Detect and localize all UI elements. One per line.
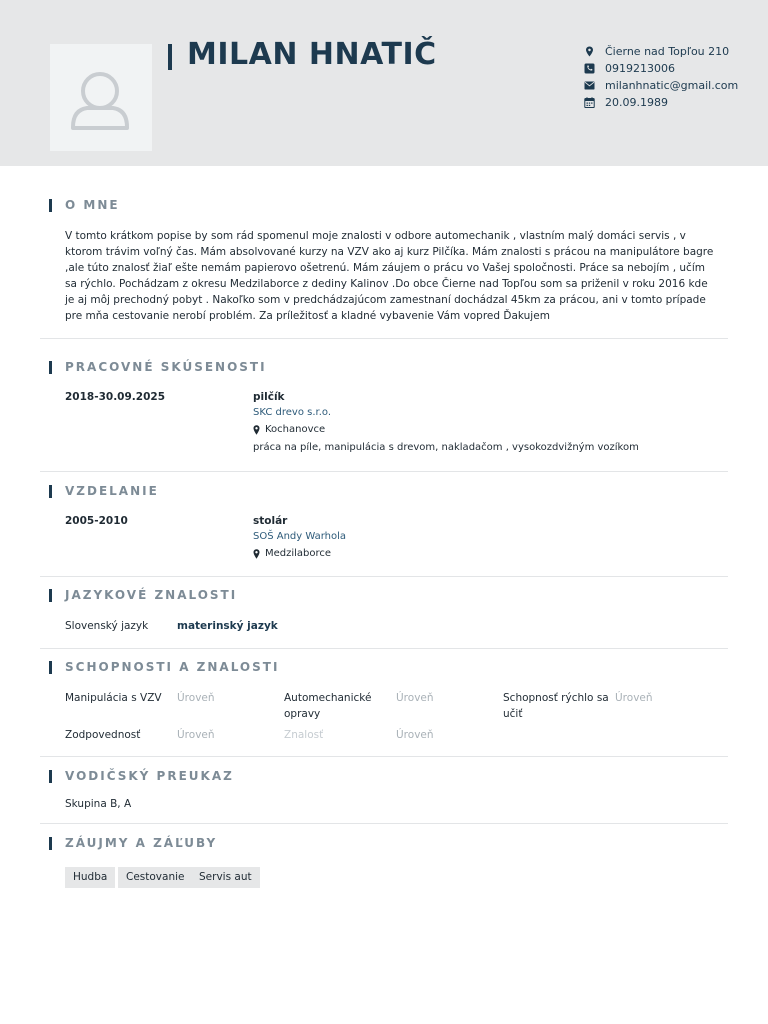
- map-pin-icon: [253, 425, 260, 435]
- education-date: 2005-2010: [65, 515, 128, 527]
- phone-icon: [584, 63, 595, 74]
- map-pin-icon: [584, 46, 595, 57]
- section-divider: [40, 756, 728, 757]
- section-accent-bar: [49, 770, 52, 783]
- email-icon: [584, 80, 595, 91]
- experience-date: 2018-30.09.2025: [65, 391, 166, 403]
- name-accent-bar: [168, 44, 172, 70]
- person-icon: [50, 44, 152, 151]
- skill-level: Úroveň: [177, 729, 215, 741]
- experience-position: pilčík: [253, 391, 285, 403]
- license-value: Skupina B, A: [65, 798, 132, 810]
- education-field: stolár: [253, 515, 288, 527]
- contact-phone-text: 0919213006: [605, 62, 675, 75]
- section-accent-bar: [49, 485, 52, 498]
- skill-level: Úroveň: [396, 729, 434, 741]
- section-divider: [40, 338, 728, 339]
- education-location: Medzilaborce: [265, 548, 332, 559]
- header: [0, 0, 768, 166]
- about-text: V tomto krátkom popise by som rád spomenul moje znalosti v odbore automechanik , vlastním malý domáci servis , v ktorom trávim voľný čas. Mám absolvované kurzy na VZV ako aj kurz Pilčíka. Mám znalosti s prácou na manipulátore bagre ,ale túto znalosť žiaľ ešte nemám papierovo ošetrenú. Mám záujem o prácu vo Vašej spoločnosti. Práce sa nebojím , učím sa rýchlo. Pochádzam z okresu Medzilaborce z dediny Kalinov .Do obce Čierne nad Topľou som sa priženil v roku 2016 kde je aj môj prechodný pobyt . Nakoľko som v predchádzajúcom zamestnaní dochádzal 45km za prácou, ani v tomto prípade pre mňa cestovanie nerobí problém. Za príležitosť a kladné vybavenie Vám vopred Ďakujem: [65, 230, 714, 322]
- skill-name: Schopnosť rýchlo sa: [503, 692, 609, 704]
- section-accent-bar: [49, 361, 52, 374]
- skill-level: Úroveň: [177, 692, 215, 704]
- person-name: MILAN HNATIČ: [187, 37, 437, 72]
- section-title-license: VODIČSKÝ PREUKAZ: [65, 769, 234, 783]
- section-accent-bar: [49, 589, 52, 602]
- skill-level: Úroveň: [396, 692, 434, 704]
- calendar-icon: [584, 97, 595, 108]
- language-level: materinský jazyk: [177, 620, 278, 632]
- section-title-skills: SCHOPNOSTI A ZNALOSTI: [65, 660, 280, 674]
- skill-level: Úroveň: [615, 692, 653, 704]
- contact-email-text: milanhnatic@gmail.com: [605, 79, 739, 92]
- skill-name: Znalosť: [284, 729, 324, 741]
- section-accent-bar: [49, 837, 52, 850]
- contact-address-text: Čierne nad Topľou 210: [605, 45, 730, 58]
- skill-name-line2: učiť: [503, 708, 523, 720]
- skill-name: Zodpovednosť: [65, 729, 141, 741]
- experience-location: Kochanovce: [265, 424, 326, 435]
- experience-company: SKC drevo s.r.o.: [253, 407, 332, 418]
- section-title-languages: JAZYKOVÉ ZNALOSTI: [65, 588, 238, 602]
- skill-name-line2: opravy: [284, 708, 321, 720]
- section-divider: [40, 576, 728, 577]
- section-title-education: VZDELANIE: [65, 484, 159, 498]
- hobby-tag: Hudba: [65, 867, 115, 888]
- avatar: [50, 44, 152, 151]
- section-title-hobbies: ZÁUJMY A ZÁĽUBY: [65, 836, 218, 850]
- skill-name: Automechanické: [284, 692, 372, 704]
- section-divider: [40, 648, 728, 649]
- section-title-about: O MNE: [65, 198, 120, 212]
- contact-birthdate-text: 20.09.1989: [605, 96, 668, 109]
- education-school: SOŠ Andy Warhola: [253, 531, 347, 542]
- section-accent-bar: [49, 199, 52, 212]
- language-name: Slovenský jazyk: [65, 620, 149, 632]
- section-accent-bar: [49, 661, 52, 674]
- hobby-tag: Cestovanie: [118, 867, 192, 888]
- hobby-tag: Servis aut: [191, 867, 260, 888]
- section-divider: [40, 471, 728, 472]
- skill-name: Manipulácia s VZV: [65, 692, 162, 704]
- map-pin-icon: [253, 549, 260, 559]
- section-title-experience: PRACOVNÉ SKÚSENOSTI: [65, 360, 267, 374]
- section-divider: [40, 823, 728, 824]
- experience-description: práca na píle, manipulácia s drevom, nakladačom , vysokozdvižným vozíkom: [253, 442, 639, 453]
